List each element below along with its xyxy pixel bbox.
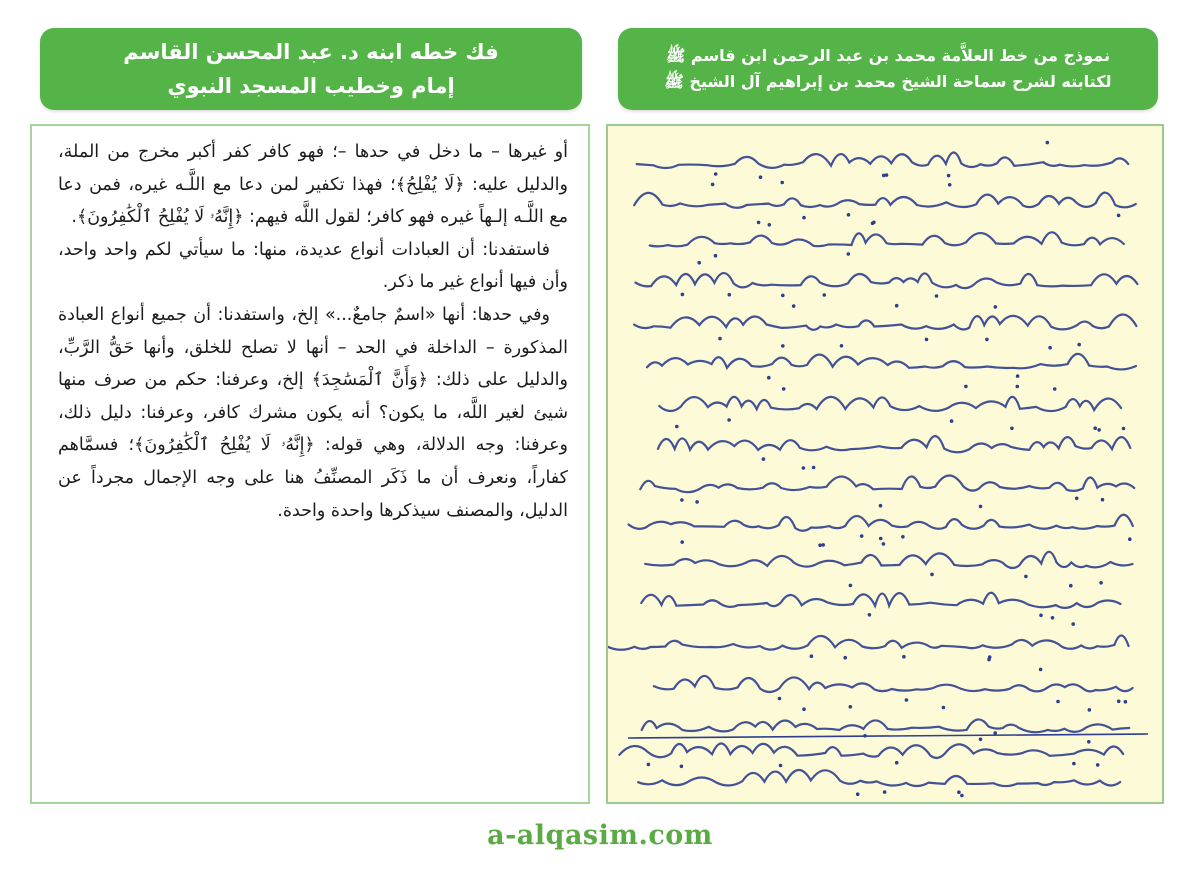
handwriting-dot [1122, 427, 1126, 431]
handwriting-dot [680, 540, 684, 544]
handwriting-dot [781, 344, 785, 348]
handwriting-dot [935, 294, 939, 298]
handwriting-stroke [637, 152, 1128, 168]
handwriting-dot [1093, 426, 1097, 430]
handwriting-dot [778, 697, 782, 701]
handwriting-dot [849, 705, 853, 709]
handwriting-dot [979, 738, 983, 742]
handwriting-dot [1024, 575, 1028, 579]
handwriting-dot [1117, 700, 1121, 704]
handwriting-dot [821, 543, 825, 547]
handwriting-dot [901, 535, 905, 539]
handwriting-dot [988, 655, 992, 659]
handwriting-dot [757, 221, 761, 225]
handwriting-dot [1075, 497, 1079, 501]
handwriting-dot [680, 765, 684, 769]
transcription-paragraph-1: أو غيرها – ما دخل في حدها –؛ فهو كافر كفر أكبر مخرج من الملة، والدليل عليه: ﴿لَا يُفْلِحُ﴾؛ فهذا تكفير لمن دعا مع اللَّـه غيره، فمن دعا مع اللَّـه إلـهاً غيره فهو كافر؛ لقول اللَّه فيهم: ﴿إِنَّهُۥ لَا يُفْلِحُ ٱلْكَٰفِرُونَ﴾. [58, 142, 568, 228]
handwriting-stroke [654, 676, 1133, 692]
handwriting-dot [1016, 385, 1020, 389]
handwriting-dot [779, 764, 783, 768]
handwriting-stroke [634, 193, 1136, 208]
handwriting-stroke [619, 744, 1123, 758]
handwriting-dot [714, 172, 718, 176]
handwriting-dot [925, 338, 929, 342]
handwriting-dot [860, 534, 864, 538]
handwriting-dot [681, 293, 685, 297]
handwriting-stroke [659, 397, 1121, 411]
manuscript-header-line1: نموذج من خط العلاَّمة محمد بن عبد الرحمن ابن قاسم ﷺ [665, 46, 1111, 65]
handwriting-dot [1051, 616, 1055, 620]
handwriting-stroke [629, 515, 1133, 531]
handwriting-dot [994, 305, 998, 309]
handwriting-dot [979, 505, 983, 509]
manuscript-image [606, 124, 1164, 804]
handwriting-dot [957, 790, 961, 794]
handwriting-dot [871, 222, 875, 226]
handwriting-dot [728, 293, 732, 297]
handwriting-stroke [647, 354, 1136, 370]
handwriting-dot [782, 387, 786, 391]
handwriting-dot [883, 790, 887, 794]
handwriting-separator [628, 734, 1148, 738]
handwriting-dot [711, 183, 715, 187]
handwriting-dot [993, 731, 997, 735]
handwriting-stroke [642, 719, 1129, 732]
handwriting-dot [812, 466, 816, 470]
handwriting-dot [1048, 346, 1052, 350]
handwriting-dot [879, 504, 883, 508]
manuscript-header-line2: لكتابته لشرح سماحة الشيخ محمد بن إبراهيم آل الشيخ ﷺ [664, 72, 1112, 91]
handwriting-dot [1016, 374, 1020, 378]
handwriting-dot [727, 418, 731, 422]
handwriting-dot [675, 425, 679, 429]
handwriting-dot [823, 293, 827, 297]
handwriting-stroke [635, 273, 1137, 288]
handwriting-dot [902, 655, 906, 659]
handwriting-dot [759, 175, 763, 179]
handwriting-stroke [638, 770, 1120, 786]
handwriting-dot [1128, 537, 1132, 541]
transcription-paragraph-2: فاستفدنا: أن العبادات أنواع عديدة، منها: ما سيأتي لكم واحد واحد، وأن فيها أنواع غير ما ذكر. [58, 239, 568, 293]
transcriber-header-line2: إمام وخطيب المسجد النبوي [167, 74, 455, 98]
handwriting-dot [895, 761, 899, 765]
handwriting-stroke [650, 232, 1124, 246]
handwriting-dot [802, 707, 806, 711]
handwriting-dot [1046, 141, 1050, 145]
handwriting-dot [1117, 214, 1121, 218]
transcription-text [58, 136, 568, 527]
handwriting-dot [1096, 763, 1100, 767]
handwriting-stroke [634, 315, 1136, 330]
manuscript-header [618, 28, 1158, 110]
handwriting-dot [985, 338, 989, 342]
handwriting-dot [847, 213, 851, 217]
handwriting-dot [950, 419, 954, 423]
handwriting-dot [1010, 427, 1014, 431]
handwriting-dot [843, 656, 847, 660]
handwriting-dot [882, 542, 886, 546]
handwriting-dot [802, 216, 806, 220]
handwriting-dot [1088, 708, 1092, 712]
handwriting-dot [762, 457, 766, 461]
handwriting-dot [1072, 762, 1076, 766]
transcription-paragraph-3: وفي حدها: أنها «اسمٌ جامعٌ...» إلخ، واستفدنا: أن جميع أنواع العبادة المذكورة – الداخلة في الحد – أنها لا تصلح للخلق، وأنها حَقُّ الرَّبِّ، والدليل على ذلك: ﴿وَأَنَّ ٱلْمَسَٰجِدَ﴾ إلخ، وعرفنا: حكم من صرف منها شيئ لغير اللَّه، ما يكون؟ أنه يكون مشرك كافر، وعرفنا: دليل ذلك، وعرفنا: وجه الدلالة، وهي قوله: ﴿إِنَّهُۥ لَا يُفْلِحُ ٱلْكَٰفِرُونَ﴾؛ فسمَّاهم كفاراً، ونعرف أن ما ذَكَر المصنِّفُ هنا على وجه الإجمال مجرداً عن الدليل، والمصنف سيذكرها واحدة واحدة. [58, 304, 568, 521]
handwriting-scan [608, 126, 1162, 802]
handwriting-dot [718, 337, 722, 341]
handwriting-dot [1077, 343, 1081, 347]
website-url[interactable]: a-alqasim.com [487, 820, 713, 851]
handwriting-dot [1124, 700, 1128, 704]
handwriting-dot [895, 304, 899, 308]
handwriting-dot [1099, 581, 1103, 585]
handwriting-dot [930, 573, 934, 577]
handwriting-dot [960, 794, 964, 798]
handwriting-dot [879, 537, 883, 541]
handwriting-dot [856, 792, 860, 796]
handwriting-dot [882, 174, 886, 178]
handwriting-dot [847, 252, 851, 256]
handwriting-dot [818, 543, 822, 547]
handwriting-dot [647, 763, 651, 767]
handwriting-dot [1056, 700, 1060, 704]
handwriting-dot [840, 344, 844, 348]
handwriting-dot [1087, 740, 1091, 744]
handwriting-dot [947, 174, 951, 178]
handwriting-dot [1053, 387, 1057, 391]
handwriting-dot [767, 376, 771, 380]
handwriting-dot [948, 183, 952, 187]
handwriting-dot [810, 654, 814, 658]
handwriting-dot [1039, 614, 1043, 618]
handwriting-dot [695, 500, 699, 504]
handwriting-dot [1097, 428, 1101, 432]
handwriting-dot [905, 698, 909, 702]
handwriting-dot [792, 304, 796, 308]
handwriting-dot [802, 466, 806, 470]
transcription-panel [30, 124, 590, 804]
handwriting-dot [942, 706, 946, 710]
handwriting-stroke [645, 552, 1132, 568]
handwriting-dot [868, 613, 872, 617]
handwriting-dot [1069, 584, 1073, 588]
handwriting-dot [1101, 498, 1105, 502]
handwriting-dot [680, 498, 684, 502]
handwriting-stroke [641, 593, 1120, 608]
handwriting-dot [781, 294, 785, 298]
transcriber-header [40, 28, 582, 110]
handwriting-stroke [640, 476, 1134, 493]
handwriting-stroke [608, 635, 1129, 649]
handwriting-stroke [658, 436, 1130, 452]
handwriting-dot [849, 584, 853, 588]
handwriting-dot [1039, 668, 1043, 672]
handwriting-dot [697, 261, 701, 265]
handwriting-dot [964, 385, 968, 389]
handwriting-dot [780, 181, 784, 185]
handwriting-dot [1071, 622, 1075, 626]
transcriber-header-line1: فك خطه ابنه د. عبد المحسن القاسم [123, 40, 499, 64]
handwriting-dot [714, 254, 718, 258]
handwriting-dot [768, 223, 772, 227]
